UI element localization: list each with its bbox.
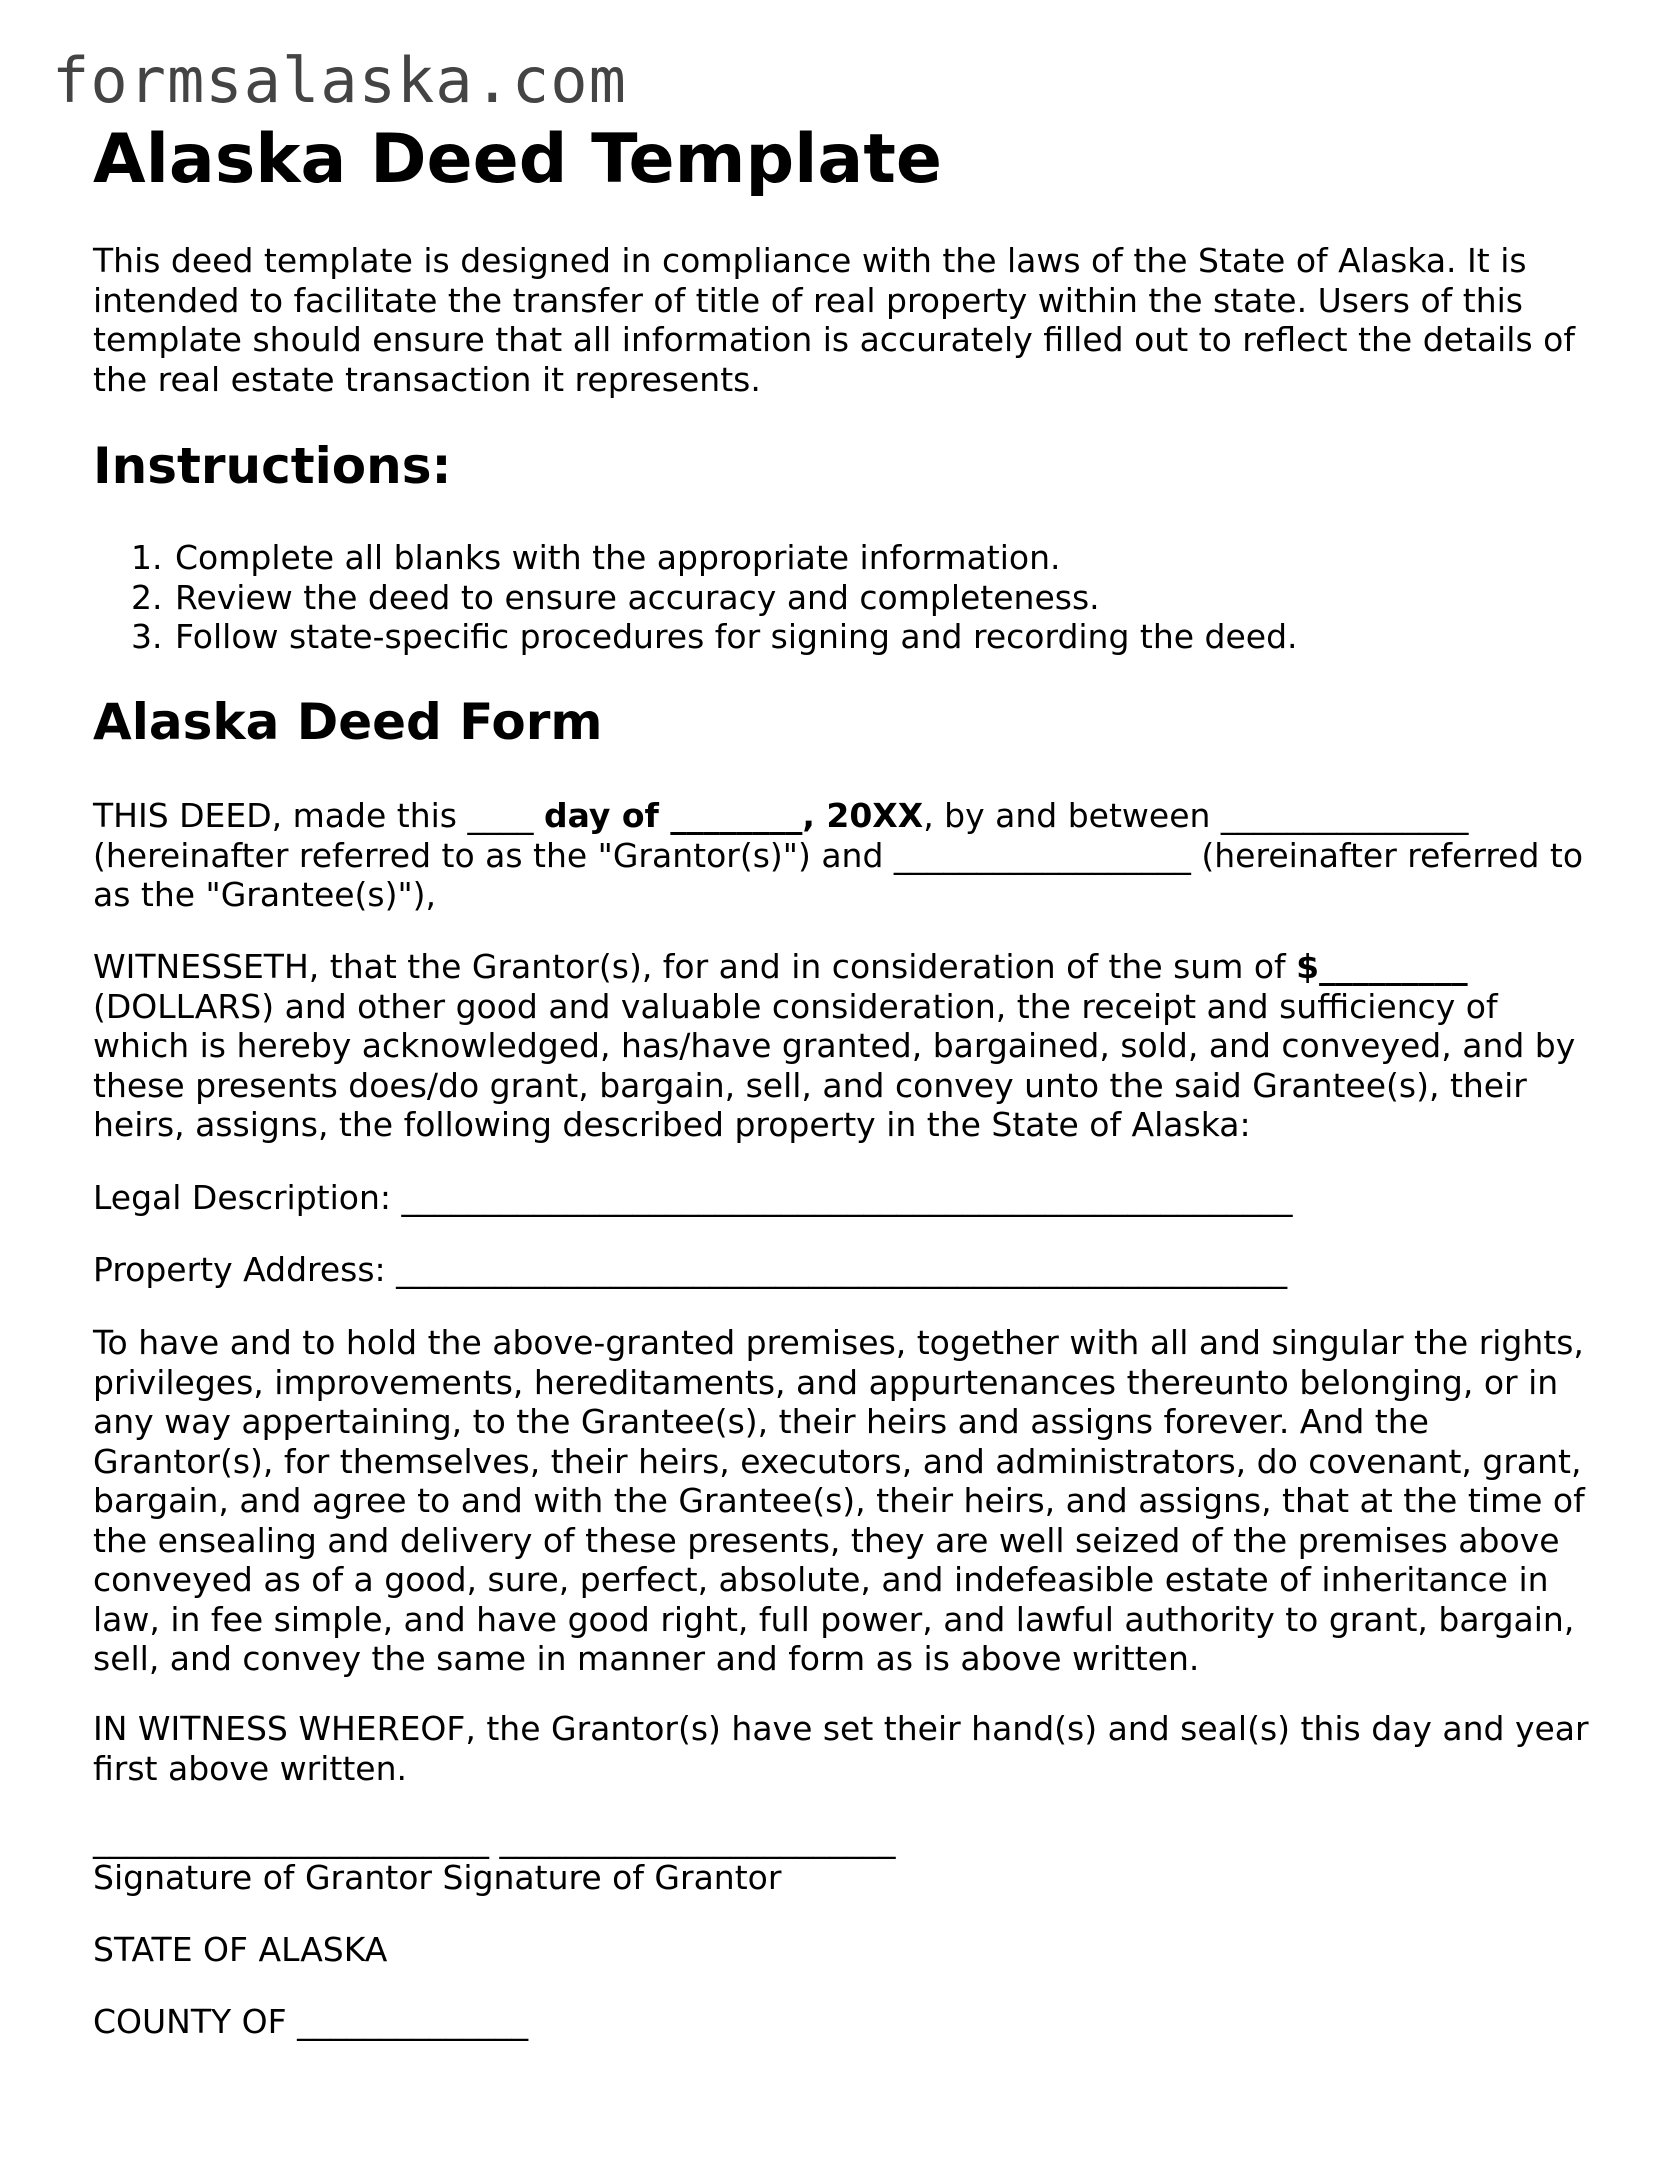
state-line: STATE OF ALASKA xyxy=(93,1930,388,1969)
signature-lines: ________________________ ________________________ xyxy=(93,1820,896,1859)
list-item: 3. Follow state-specific procedures for signing and recording the deed. xyxy=(173,617,1298,657)
intro-paragraph: This deed template is designed in compliance with the laws of the State of Alaska. It is intended to facilitate the transfer of title of real property within the state. Users of this template should ensure that all information is accurately filled out to reflect the details of the real estate transaction it represents. xyxy=(93,241,1575,399)
in-witness-paragraph: IN WITNESS WHEREOF, the Grantor(s) have set their hand(s) and seal(s) this day and year first above written. xyxy=(93,1709,1589,1788)
deed-date-blank: day of ________, 20XX xyxy=(543,796,924,835)
witness-text-end: (DOLLARS) and other good and valuable consideration, the receipt and sufficiency of which is hereby acknowledged, has/have granted, bargained, sold, and conveyed, and by these presents does/do grant, bargain, sell, and convey unto the said Grantee(s), their heirs, assigns, the following described property in the State of Alaska: xyxy=(93,986,1576,1144)
legal-description-field: Legal Description: ______________________________________________________ xyxy=(93,1178,1293,1217)
property-address-field: Property Address: ______________________________________________________ xyxy=(93,1250,1288,1289)
list-item: 1. Complete all blanks with the appropriate information. xyxy=(173,538,1298,578)
list-item: 2. Review the deed to ensure accuracy and completeness. xyxy=(173,578,1298,618)
deed-paragraph xyxy=(93,796,1593,915)
signature-labels: Signature of Grantor Signature of Grantor xyxy=(93,1858,782,1897)
watermark: formsalaska.com xyxy=(52,44,627,117)
witness-text-start: WITNESSETH, that the Grantor(s), for and in consideration of the sum of xyxy=(93,947,1297,986)
instructions-heading: Instructions: xyxy=(93,437,452,495)
form-heading: Alaska Deed Form xyxy=(93,693,603,751)
county-line: COUNTY OF ______________ xyxy=(93,2002,529,2041)
deed-text-end: , by and between _______________ (hereinafter referred to as the "Grantor(s)") and __________________ (hereinafter referred to as the "Grantee(s)"), xyxy=(93,796,1584,914)
habendum-paragraph: To have and to hold the above-granted premises, together with all and singular the rights, privileges, improvements, hereditaments, and appurtenances thereunto belonging, or in any way appertaining, to the Grantee(s), their heirs and assigns forever. And the Grantor(s), for themselves, their heirs, executors, and administrators, do covenant, grant, bargain, and agree to and with the Grantee(s), their heirs, and assigns, that at the time of the ensealing and delivery of these presents, they are well seized of the premises above conveyed as of a good, sure, perfect, absolute, and indefeasible estate of inheritance in law, in fee simple, and have good right, full power, and lawful authority to grant, bargain, sell, and convey the same in manner and form as is above written. xyxy=(93,1323,1585,1678)
document-body xyxy=(93,120,1593,2041)
instructions-list xyxy=(93,538,1298,657)
witnesseth-paragraph xyxy=(93,947,1593,1145)
deed-text-start: THIS DEED, made this ____ xyxy=(93,796,544,835)
page-title: Alaska Deed Template xyxy=(93,120,942,199)
consideration-amount-blank: $_________ xyxy=(1296,947,1468,986)
